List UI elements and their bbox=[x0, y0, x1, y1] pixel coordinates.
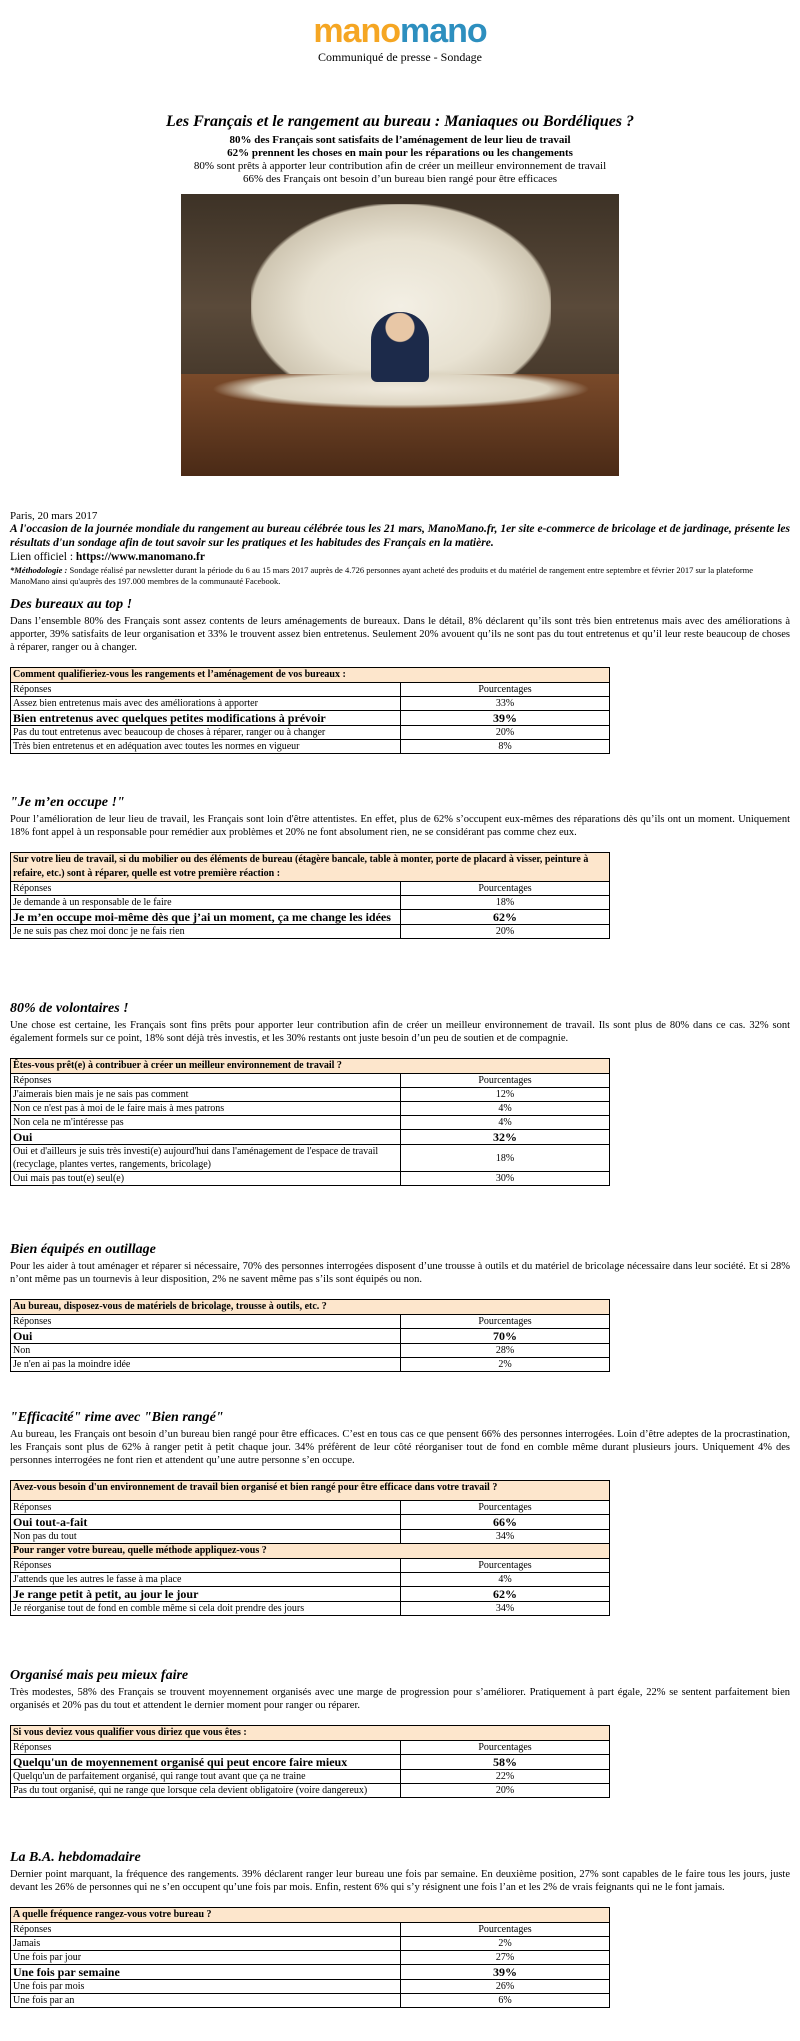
col-pct-header: Pourcentages bbox=[401, 1559, 610, 1573]
pct-cell: 62% bbox=[401, 1587, 610, 1602]
col-answer-header: Réponses bbox=[11, 683, 401, 697]
table-row bbox=[11, 1358, 610, 1372]
answer-cell: Non pas du tout bbox=[11, 1530, 401, 1544]
col-answer-header: Réponses bbox=[11, 882, 401, 896]
table-row bbox=[11, 910, 610, 925]
pct-cell: 6% bbox=[401, 1994, 610, 2008]
pct-cell: 20% bbox=[401, 726, 610, 740]
question-cell: A quelle fréquence rangez-vous votre bureau ? bbox=[11, 1908, 610, 1923]
col-pct-header: Pourcentages bbox=[401, 1741, 610, 1755]
header-subtitle: Communiqué de presse - Sondage bbox=[318, 50, 482, 64]
answer-cell: Quelqu'un de parfaitement organisé, qui range tout avant que ça ne traine bbox=[11, 1770, 401, 1784]
answer-cell: Non ce n'est pas à moi de le faire mais à mes patrons bbox=[11, 1102, 401, 1116]
table-row bbox=[11, 1515, 610, 1530]
answer-cell: Oui tout-a-fait bbox=[11, 1515, 401, 1530]
answer-cell: Je range petit à petit, au jour le jour bbox=[11, 1587, 401, 1602]
section-outillage bbox=[10, 1242, 790, 1372]
pct-cell: 33% bbox=[401, 697, 610, 711]
section-volontaires bbox=[10, 1001, 790, 1186]
answer-cell: Je demande à un responsable de le faire bbox=[11, 896, 401, 910]
official-link bbox=[10, 550, 790, 565]
section-je-m-en-occupe bbox=[10, 795, 790, 939]
table-row bbox=[11, 726, 610, 740]
table-row bbox=[11, 1755, 610, 1770]
headline-4: 66% des Français ont besoin d’un bureau bien rangé pour être efficaces bbox=[242, 173, 558, 185]
answer-cell: Non bbox=[11, 1344, 401, 1358]
col-answer-header: Réponses bbox=[11, 1923, 401, 1937]
pct-cell: 70% bbox=[401, 1329, 610, 1344]
survey-table bbox=[10, 1058, 610, 1186]
section-text: Une chose est certaine, les Français sont fins prêts pour apporter leur contribution afin de créer un meilleur environnement de travail. Ils sont plus de 80% dans ce cas. 32% sont également formels sur ce point, 18% sont déjà très investis, et les 30% restants ont juste besoin d’un peu de soutien et de compagnie. bbox=[10, 1020, 790, 1044]
header-row bbox=[11, 1315, 610, 1329]
section-organise bbox=[10, 1668, 790, 1798]
logo-part-2: mano bbox=[400, 12, 487, 50]
answer-cell: Oui et d'ailleurs je suis très investi(e) aujourd'hui dans l'aménagement de l'espace de travail (recyclage, plantes vertes, rangements, bricolage) bbox=[11, 1145, 401, 1172]
question-row bbox=[11, 1300, 610, 1315]
link-url[interactable]: https://www.manomano.fr bbox=[75, 551, 205, 563]
methodology-label: *Méthodologie : bbox=[10, 565, 70, 575]
table-row bbox=[11, 711, 610, 726]
answer-cell: Assez bien entretenus mais avec des améliorations à apporter bbox=[11, 697, 401, 711]
messy-desk-photo bbox=[181, 194, 619, 476]
survey-table bbox=[10, 1299, 610, 1372]
pct-cell: 4% bbox=[401, 1102, 610, 1116]
answer-cell: Je n'en ai pas la moindre idée bbox=[11, 1358, 401, 1372]
pct-cell: 18% bbox=[401, 896, 610, 910]
table-row bbox=[11, 697, 610, 711]
answer-cell: Très bien entretenus et en adéquation avec toutes les normes en vigueur bbox=[11, 740, 401, 754]
answer-cell: Jamais bbox=[11, 1937, 401, 1951]
section-heading: 80% de volontaires ! bbox=[10, 1001, 129, 1016]
col-pct-header: Pourcentages bbox=[401, 1923, 610, 1937]
section-text: Au bureau, les Français ont besoin d’un bureau bien rangé pour être efficaces. C’est en tous cas ce que pensent 66% des personnes interrogées. Loin d’être adeptes de la procrastination, les Français sont plus de 62% à ranger petit à petit chaque jour. 34% préfèrent de leur côté réorganiser tout de fond en comble même durant plusieurs jours. Uniquement 4% des personnes interrogées ne font rien et attendent qu’une autre personne s’en occupe. bbox=[10, 1429, 790, 1466]
answer-cell: Je ne suis pas chez moi donc je ne fais rien bbox=[11, 925, 401, 939]
col-pct-header: Pourcentages bbox=[401, 882, 610, 896]
table-row bbox=[11, 1102, 610, 1116]
pct-cell: 32% bbox=[401, 1130, 610, 1145]
table-row bbox=[11, 1130, 610, 1145]
survey-table bbox=[10, 1907, 610, 2008]
col-answer-header: Réponses bbox=[11, 1501, 401, 1515]
pct-cell: 20% bbox=[401, 925, 610, 939]
table-row bbox=[11, 1116, 610, 1130]
table-row bbox=[11, 1994, 610, 2008]
table-row bbox=[11, 1587, 610, 1602]
question-row bbox=[11, 853, 610, 882]
pct-cell: 26% bbox=[401, 1980, 610, 1994]
question-cell: Avez-vous besoin d'un environnement de travail bien organisé et bien rangé pour être efficace dans votre travail ? bbox=[11, 1481, 610, 1501]
answer-cell: Oui bbox=[11, 1329, 401, 1344]
intro-text: A l'occasion de la journée mondiale du rangement au bureau célébrée tous les 21 mars, ManoMano.fr, 1er site e-commerce de bricolage et de jardinage, présente les résultats d'un sondage afin de tout savoir sur les pratiques et les habitudes des Français en la matière. bbox=[10, 523, 790, 549]
answer-cell: Bien entretenus avec quelques petites modifications à prévoir bbox=[11, 711, 401, 726]
question-row bbox=[11, 1544, 610, 1559]
pct-cell: 27% bbox=[401, 1951, 610, 1965]
release-date: Paris, 20 mars 2017 bbox=[10, 510, 98, 522]
answer-cell: Une fois par jour bbox=[11, 1951, 401, 1965]
headline-2: 62% prennent les choses en main pour les réparations ou les changements bbox=[227, 147, 573, 159]
page-title: Les Français et le rangement au bureau : Maniaques ou Bordéliques ? bbox=[165, 113, 635, 130]
header-row bbox=[11, 882, 610, 896]
table-row bbox=[11, 896, 610, 910]
pct-cell: 4% bbox=[401, 1116, 610, 1130]
headline-3: 80% sont prêts à apporter leur contribution afin de créer un meilleur environnement de travail bbox=[193, 160, 607, 172]
col-pct-header: Pourcentages bbox=[401, 683, 610, 697]
col-pct-header: Pourcentages bbox=[401, 1315, 610, 1329]
table-row bbox=[11, 1602, 610, 1616]
methodology-text: Sondage réalisé par newsletter durant la période du 6 au 15 mars 2017 auprès de 4.726 personnes ayant acheté des produits et du matériel de rangement entre septembre et février 2017 sur la plateforme ManoMano ainsi qu'auprès des 197.000 membres de la communauté Facebook. bbox=[10, 565, 754, 586]
question-row bbox=[11, 1726, 610, 1741]
survey-table bbox=[10, 667, 610, 754]
table-row bbox=[11, 1530, 610, 1544]
pct-cell: 34% bbox=[401, 1602, 610, 1616]
section-hebdomadaire bbox=[10, 1850, 790, 2008]
table-row bbox=[11, 1951, 610, 1965]
section-text: Pour l’amélioration de leur lieu de travail, les Français sont loin d'être attentistes. En effet, plus de 62% s’occupent eux-mêmes des réparations dès qu’ils ont un moment. Uniquement 18% font appel à un responsable pour remédier aux problèmes et 20% ne font absolument rien, ne se considérant pas comme chez eux. bbox=[10, 814, 790, 838]
section-text: Pour les aider à tout aménager et réparer si nécessaire, 70% des personnes interrogées disposent d’une trousse à outils et du matériel de bricolage nécessaire dans leur société. Et si 28% n’ont même pas un tournevis à leur disposition, 2% ne savent même pas s’ils sont équipés ou non. bbox=[10, 1261, 790, 1285]
section-text: Dans l’ensemble 80% des Français sont assez contents de leurs aménagements de bureaux. Dans le détail, 8% déclarent qu’ils sont très bien entretenus mais avec des améliorations à apporter, 39% satisfaits de leur organisation et 33% le trouvent assez bien entretenus. Seulement 20% avouent qu’ils ne sont pas du tout entretenus et qu’il leur reste beaucoup de choses à réparer, ranger ou à changer. bbox=[10, 616, 790, 653]
question-cell: Pour ranger votre bureau, quelle méthode appliquez-vous ? bbox=[11, 1544, 610, 1559]
question-row bbox=[11, 668, 610, 683]
table-row bbox=[11, 1784, 610, 1798]
methodology bbox=[10, 565, 790, 587]
question-cell: Au bureau, disposez-vous de matériels de bricolage, trousse à outils, etc. ? bbox=[11, 1300, 610, 1315]
section-efficacite bbox=[10, 1410, 790, 1616]
question-cell: Sur votre lieu de travail, si du mobilier ou des éléments de bureau (étagère bancale, table à monter, porte de placard à visser, peinture à refaire, etc.) sont à réparer, quelle est votre première réaction : bbox=[11, 853, 610, 882]
header-row bbox=[11, 1559, 610, 1573]
section-heading: "Je m’en occupe !" bbox=[10, 795, 125, 810]
pct-cell: 18% bbox=[401, 1145, 610, 1172]
col-pct-header: Pourcentages bbox=[401, 1074, 610, 1088]
col-answer-header: Réponses bbox=[11, 1741, 401, 1755]
answer-cell: Oui bbox=[11, 1130, 401, 1145]
pct-cell: 58% bbox=[401, 1755, 610, 1770]
pct-cell: 62% bbox=[401, 910, 610, 925]
survey-table bbox=[10, 1480, 610, 1616]
col-pct-header: Pourcentages bbox=[401, 1501, 610, 1515]
pct-cell: 30% bbox=[401, 1172, 610, 1186]
answer-cell: Pas du tout organisé, qui ne range que lorsque cela devient obligatoire (voire dangereux) bbox=[11, 1784, 401, 1798]
col-answer-header: Réponses bbox=[11, 1315, 401, 1329]
pct-cell: 2% bbox=[401, 1937, 610, 1951]
header bbox=[0, 0, 800, 65]
survey-table bbox=[10, 1725, 610, 1798]
answer-cell: Une fois par an bbox=[11, 1994, 401, 2008]
answer-cell: Non cela ne m'intéresse pas bbox=[11, 1116, 401, 1130]
header-row bbox=[11, 683, 610, 697]
intro-block bbox=[0, 510, 800, 587]
person-figure bbox=[371, 312, 429, 382]
pct-cell: 22% bbox=[401, 1770, 610, 1784]
header-row bbox=[11, 1501, 610, 1515]
question-cell: Si vous deviez vous qualifier vous diriez que vous êtes : bbox=[11, 1726, 610, 1741]
table-row bbox=[11, 1145, 610, 1172]
answer-cell: Une fois par mois bbox=[11, 1980, 401, 1994]
col-answer-header: Réponses bbox=[11, 1074, 401, 1088]
answer-cell: Je m’en occupe moi-même dès que j’ai un moment, ça me change les idées bbox=[11, 910, 401, 925]
table-row bbox=[11, 1329, 610, 1344]
table-row bbox=[11, 1573, 610, 1587]
question-row bbox=[11, 1059, 610, 1074]
pct-cell: 34% bbox=[401, 1530, 610, 1544]
pct-cell: 39% bbox=[401, 1965, 610, 1980]
manomano-logo bbox=[0, 14, 800, 48]
section-text: Dernier point marquant, la fréquence des rangements. 39% déclarent ranger leur bureau une fois par semaine. En deuxième position, 27% sont capables de le faire tous les jours, juste devant les 26% de personnes qui ne s’en occupent qu’une fois par mois. Enfin, restent 6% qui s’y résignent une fois l’an et les 2% de vrais feignants qui ne le font jamais. bbox=[10, 1869, 790, 1893]
survey-table bbox=[10, 852, 610, 939]
table-row bbox=[11, 1088, 610, 1102]
table-row bbox=[11, 1344, 610, 1358]
table-row bbox=[11, 740, 610, 754]
pct-cell: 39% bbox=[401, 711, 610, 726]
table-row bbox=[11, 925, 610, 939]
section-heading: Organisé mais peu mieux faire bbox=[10, 1668, 189, 1683]
table-row bbox=[11, 1770, 610, 1784]
pct-cell: 20% bbox=[401, 1784, 610, 1798]
pct-cell: 28% bbox=[401, 1344, 610, 1358]
section-heading: "Efficacité" rime avec "Bien rangé" bbox=[10, 1410, 224, 1425]
pct-cell: 2% bbox=[401, 1358, 610, 1372]
answer-cell: Pas du tout entretenus avec beaucoup de choses à réparer, ranger ou à changer bbox=[11, 726, 401, 740]
header-row bbox=[11, 1923, 610, 1937]
answer-cell: Je réorganise tout de fond en comble même si cela doit prendre des jours bbox=[11, 1602, 401, 1616]
answer-cell: Quelqu'un de moyennement organisé qui peut encore faire mieux bbox=[11, 1755, 401, 1770]
col-answer-header: Réponses bbox=[11, 1559, 401, 1573]
section-heading: La B.A. hebdomadaire bbox=[10, 1850, 141, 1865]
section-text: Très modestes, 58% des Français se trouvent moyennement organisés avec une marge de progression pour s’améliorer. Pratiquement à part égale, 22% se sentent parfaitement bien organisés et 20% pas du tout et attendent le dernier moment pour ranger ou réparer. bbox=[10, 1687, 790, 1711]
pct-cell: 66% bbox=[401, 1515, 610, 1530]
question-cell: Êtes-vous prêt(e) à contribuer à créer un meilleur environnement de travail ? bbox=[11, 1059, 610, 1074]
section-heading: Des bureaux au top ! bbox=[10, 597, 133, 612]
logo-part-1: mano bbox=[313, 12, 400, 50]
table-row bbox=[11, 1980, 610, 1994]
pct-cell: 12% bbox=[401, 1088, 610, 1102]
answer-cell: J'aimerais bien mais je ne sais pas comment bbox=[11, 1088, 401, 1102]
table-row bbox=[11, 1965, 610, 1980]
header-row bbox=[11, 1741, 610, 1755]
link-label: Lien officiel : bbox=[10, 551, 76, 563]
answer-cell: Une fois par semaine bbox=[11, 1965, 401, 1980]
pct-cell: 8% bbox=[401, 740, 610, 754]
section-bureaux bbox=[10, 597, 790, 754]
question-row bbox=[11, 1908, 610, 1923]
table-row bbox=[11, 1937, 610, 1951]
pct-cell: 4% bbox=[401, 1573, 610, 1587]
headline-1: 80% des Français sont satisfaits de l’aménagement de leur lieu de travail bbox=[229, 134, 571, 146]
table-row bbox=[11, 1172, 610, 1186]
header-row bbox=[11, 1074, 610, 1088]
question-row bbox=[11, 1481, 610, 1501]
answer-cell: Oui mais pas tout(e) seul(e) bbox=[11, 1172, 401, 1186]
question-cell: Comment qualifieriez-vous les rangements et l’aménagement de vos bureaux : bbox=[11, 668, 610, 683]
section-heading: Bien équipés en outillage bbox=[10, 1242, 156, 1257]
answer-cell: J'attends que les autres le fasse à ma place bbox=[11, 1573, 401, 1587]
